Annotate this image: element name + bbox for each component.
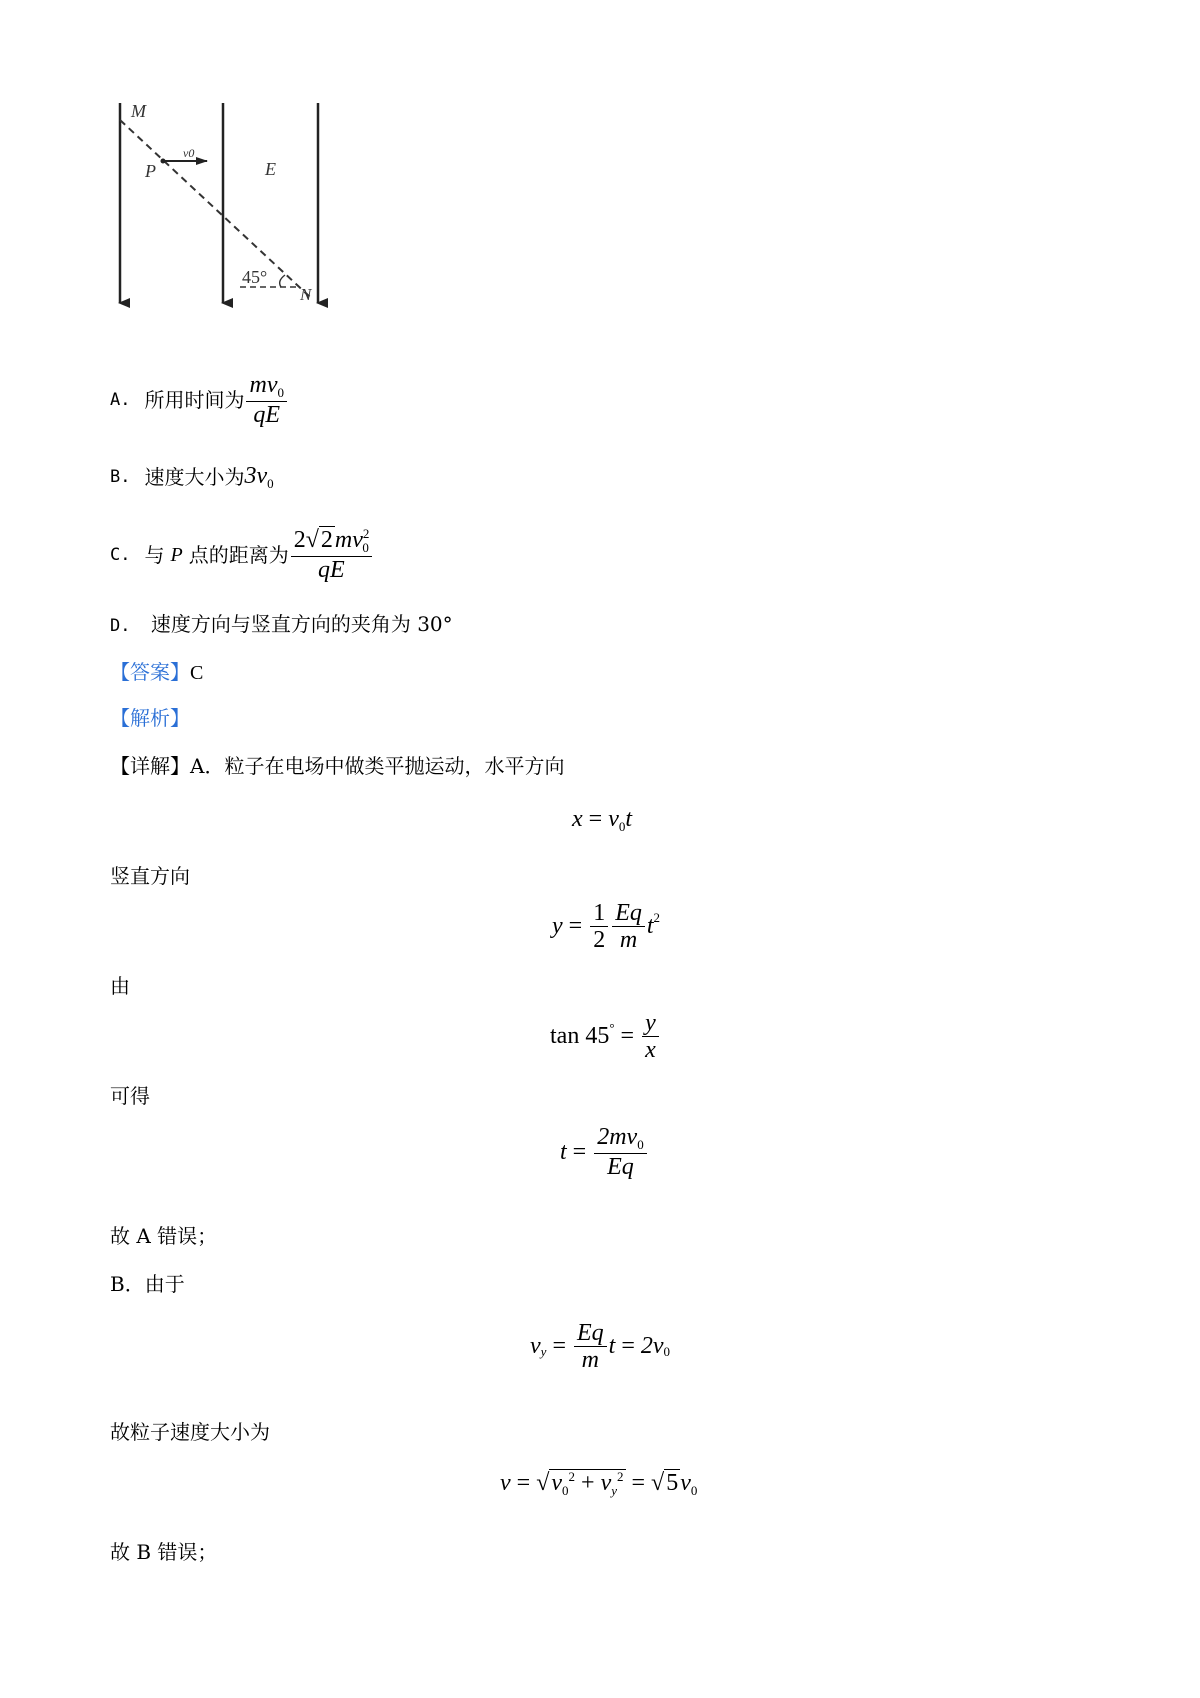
analysis-tag: 【解析】 bbox=[110, 706, 190, 730]
eq5-t: t bbox=[608, 1333, 616, 1359]
option-c-den: qE bbox=[317, 557, 345, 583]
eq6-radicand: $v_0^2 + v_y^2$ bbox=[551, 1469, 624, 1498]
option-c-root: 2 bbox=[320, 527, 333, 553]
option-c-num-sup: 2 bbox=[362, 526, 370, 541]
option-c-num-tail: mv bbox=[334, 527, 363, 553]
eq5-rhs-sub: 0 bbox=[663, 1343, 671, 1359]
eq6-r1-sub: 0 bbox=[562, 1483, 569, 1498]
eq3-den: x bbox=[645, 1037, 656, 1063]
point-p bbox=[161, 159, 166, 164]
equation-vy: v y = $\frac{Eq}{m}$ t = 2v 0 bbox=[530, 1320, 671, 1373]
equation-t: t = $\frac{2mv_0}{Eq}$ bbox=[560, 1124, 649, 1180]
option-c-num-sub: 0 bbox=[362, 540, 369, 555]
option-a bbox=[110, 372, 289, 428]
equation-x: $x = v_0t$ bbox=[572, 806, 633, 834]
label-m: M bbox=[131, 101, 146, 121]
eq5-frac bbox=[574, 1320, 607, 1373]
eq1-lhs: x bbox=[572, 806, 583, 832]
eq6-r1-sup: 2 bbox=[568, 1469, 576, 1484]
eq4-frac bbox=[594, 1124, 646, 1180]
eq3-lhs: tan 45 bbox=[550, 1023, 610, 1049]
eq5-num: Eq bbox=[574, 1320, 607, 1347]
option-c-var: P bbox=[170, 544, 183, 566]
field-diagram bbox=[105, 95, 365, 340]
option-b bbox=[110, 462, 274, 492]
eq2-frac-half bbox=[590, 900, 608, 953]
angle-arc bbox=[280, 275, 285, 287]
label-n: N bbox=[300, 285, 312, 304]
eq2-sup: 2 bbox=[653, 909, 661, 925]
eq2-lhs: y bbox=[552, 913, 563, 939]
option-a-num: mv bbox=[249, 372, 278, 398]
get-label: 可得 bbox=[110, 1084, 150, 1108]
equation-tan: tan 45 ° = $\frac{y}{x}$ bbox=[550, 1010, 661, 1063]
eq3-frac bbox=[642, 1010, 659, 1063]
option-a-fraction bbox=[246, 372, 286, 428]
eq1-rhs: v bbox=[608, 806, 619, 832]
eq1-tail: t bbox=[625, 806, 633, 832]
eq2-num1: 1 bbox=[590, 900, 608, 927]
detail-tag: 【详解】 bbox=[110, 754, 190, 778]
equation-v: $v = √v_0^2 + v_y^2 = √5v_0$ bbox=[500, 1469, 698, 1498]
option-b-expr-main: 3v bbox=[244, 462, 268, 489]
eq3-deg: ° bbox=[609, 1019, 615, 1035]
option-c-text-pre: 与 bbox=[144, 543, 165, 567]
option-c bbox=[110, 525, 374, 585]
answer-tag: 【答案】 bbox=[110, 660, 190, 684]
option-b-text: 速度大小为 bbox=[144, 465, 245, 489]
eq6-lhs: v bbox=[500, 1470, 511, 1496]
eq6-res: v bbox=[680, 1470, 691, 1496]
option-a-letter: A. bbox=[110, 390, 131, 410]
option-d bbox=[110, 612, 453, 638]
detail-line1-text: A．粒子在电场中做类平抛运动，水平方向 bbox=[190, 754, 565, 778]
answer-value: C bbox=[190, 662, 204, 684]
eq5-den: m bbox=[581, 1347, 599, 1373]
eq2-den2: m bbox=[619, 927, 638, 953]
option-a-text: 所用时间为 bbox=[144, 388, 245, 412]
vertical-label: 竖直方向 bbox=[110, 864, 190, 888]
eq2-frac-eqm bbox=[612, 900, 645, 953]
by-label: 由 bbox=[110, 974, 130, 998]
label-angle: 45° bbox=[242, 267, 268, 287]
option-b-letter: B. bbox=[110, 467, 131, 487]
label-p: P bbox=[145, 161, 156, 181]
eq6-r2: v bbox=[600, 1470, 612, 1496]
eq4-lhs: t bbox=[560, 1138, 567, 1165]
option-c-text-post: 点的距离为 bbox=[188, 543, 289, 567]
option-a-num-sub: 0 bbox=[277, 385, 284, 400]
option-b-sub: 0 bbox=[267, 475, 274, 491]
eq2-den1: 2 bbox=[593, 927, 606, 953]
option-d-text: 速度方向与竖直方向的夹角为 30° bbox=[150, 612, 453, 636]
answer-line bbox=[110, 660, 203, 685]
equation-y: y = $\frac{1}{2}$ $\frac{Eq}{m}$ t 2 bbox=[552, 900, 661, 953]
eq2-num2: Eq bbox=[612, 900, 645, 927]
eq6-r1: v bbox=[551, 1470, 563, 1496]
eq4-num: 2mv bbox=[597, 1124, 638, 1150]
detail-line1 bbox=[110, 754, 564, 778]
eq4-den: Eq bbox=[607, 1154, 634, 1180]
option-b-expr bbox=[244, 464, 273, 491]
conclusion-a: 故 A 错误； bbox=[110, 1224, 218, 1248]
eq5-lhs-sub: y bbox=[540, 1343, 547, 1359]
eq5-rhs: 2v bbox=[640, 1333, 664, 1359]
eq6-r2-sup: 2 bbox=[617, 1469, 624, 1484]
option-d-letter: D. bbox=[110, 616, 131, 636]
option-c-coef: 2 bbox=[293, 527, 306, 553]
speed-label: 故粒子速度大小为 bbox=[110, 1420, 270, 1444]
option-c-letter: C. bbox=[110, 545, 131, 565]
eq4-num-sub: 0 bbox=[637, 1137, 644, 1152]
dashed-path bbox=[120, 120, 310, 297]
label-v0: v0 bbox=[183, 146, 195, 160]
eq1-sub: 0 bbox=[618, 819, 626, 834]
conclusion-b: 故 B 错误； bbox=[110, 1540, 218, 1564]
label-e: E bbox=[265, 159, 276, 179]
eq6-r2-sub: y bbox=[611, 1483, 618, 1498]
eq6-res-sub: 0 bbox=[690, 1483, 698, 1498]
eq2-t: t bbox=[646, 913, 654, 939]
eq6-res-root: 5 bbox=[666, 1470, 679, 1496]
eq5-lhs: v bbox=[530, 1333, 541, 1359]
option-a-den: qE bbox=[253, 402, 281, 428]
eq3-num: y bbox=[642, 1010, 659, 1037]
option-c-fraction: $\frac{2√2mv^2_0}{qE}$ bbox=[291, 527, 372, 583]
line-b: B．由于 bbox=[110, 1272, 185, 1296]
